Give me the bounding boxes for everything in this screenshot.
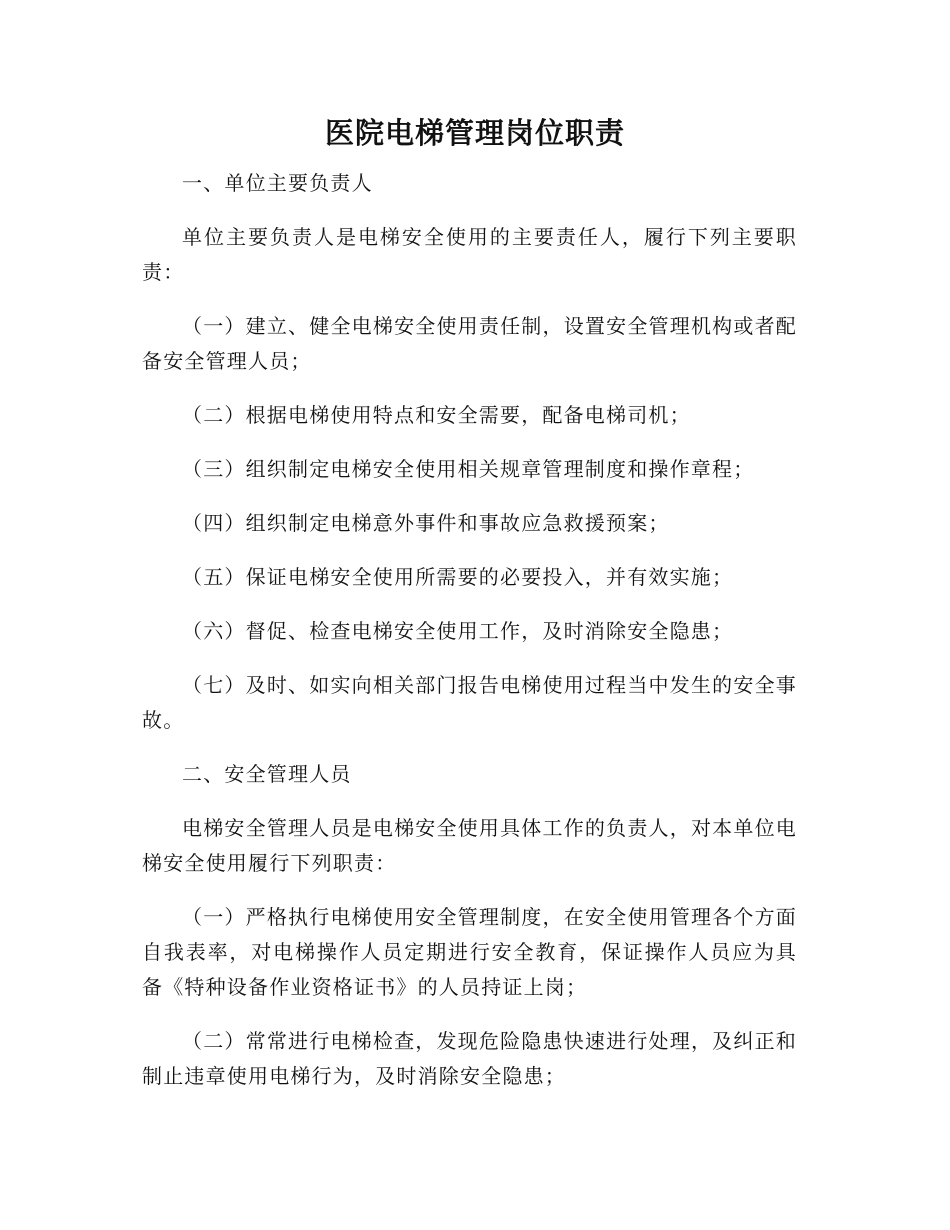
section-heading-1: 一、单位主要负责人 (182, 171, 373, 195)
paragraph: （三）组织制定电梯安全使用相关规章管理制度和操作章程； (182, 457, 755, 481)
paragraph: （二）根据电梯使用特点和安全需要，配备电梯司机； (182, 403, 691, 427)
paragraph: （一）严格执行电梯使用安全管理制度，在安全使用管理各个方面自我表率，对电梯操作人员定期进行安全教育，保证操作人员应为具备《特种设备作业资格证书》的人员持证上岗； (142, 905, 797, 999)
paragraph: 电梯安全管理人员是电梯安全使用具体工作的负责人，对本单位电梯安全使用履行下列职责： (142, 816, 797, 875)
paragraph: 单位主要负责人是电梯安全使用的主要责任人，履行下列主要职责： (142, 225, 797, 284)
paragraph: （一）建立、健全电梯安全使用责任制，设置安全管理机构或者配备安全管理人员； (142, 314, 797, 373)
paragraph: （五）保证电梯安全使用所需要的必要投入，并有效实施； (182, 565, 734, 589)
section-heading-2: 二、安全管理人员 (182, 762, 352, 786)
document-title: 医院电梯管理岗位职责 (324, 116, 625, 150)
paragraph: （六）督促、检查电梯安全使用工作，及时消除安全隐患； (182, 619, 734, 643)
document-body (142, 166, 797, 1113)
paragraph: （七）及时、如实向相关部门报告电梯使用过程当中发生的安全事故。 (142, 673, 797, 732)
paragraph: （二）常常进行电梯检查，发现危险隐患快速进行处理，及纠正和制止违章使用电梯行为，及时消除安全隐患； (142, 1029, 797, 1088)
paragraph: （四）组织制定电梯意外事件和事故应急救援预案； (182, 511, 670, 535)
